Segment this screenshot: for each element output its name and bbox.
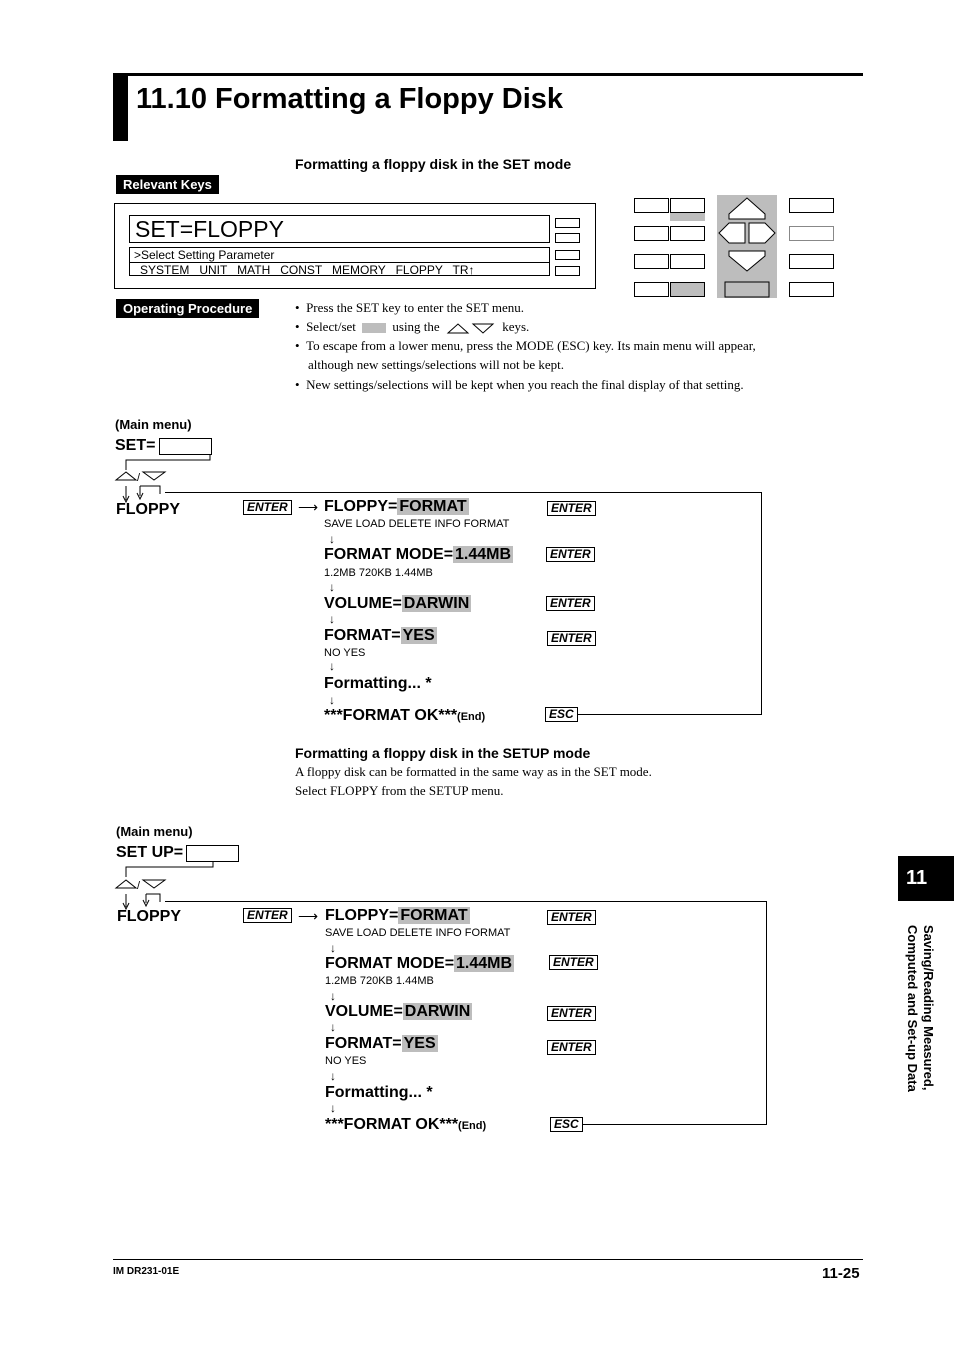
flow2-down-arrow-5: ↓ xyxy=(330,1101,336,1115)
flow1-step3-value: DARWIN xyxy=(403,595,470,612)
flow2-enter-4[interactable]: ENTER xyxy=(547,1006,596,1021)
flow1-step2-options: 1.2MB 720KB 1.44MB xyxy=(324,567,433,579)
flow2-arrow-right: ⟶ xyxy=(298,908,319,924)
side-caption-line-1: Saving/Reading Measured, xyxy=(921,925,936,1091)
flow1-enter-3[interactable]: ENTER xyxy=(546,547,595,562)
bullet-1-text: Press the SET key to enter the SET menu. xyxy=(306,300,525,315)
flow2-down-arrow-1: ↓ xyxy=(330,941,336,955)
flow2-step1-value: FORMAT xyxy=(400,907,468,924)
flow1-step1-label: FLOPPY= xyxy=(324,498,398,515)
display-main-text: SET=FLOPPY xyxy=(135,216,284,242)
flow2-step4-value: YES xyxy=(403,1035,436,1052)
bullet-2-pre: Select/set xyxy=(306,319,356,334)
flow2-step1 xyxy=(325,907,470,925)
flow1-step6-end: (End) xyxy=(457,711,486,723)
flow1-main-menu: (Main menu) xyxy=(115,417,192,432)
flow2-step4-options: NO YES xyxy=(325,1055,367,1067)
flow2-step6 xyxy=(325,1116,486,1134)
flow2-step6-end: (End) xyxy=(458,1120,487,1132)
flow1-step1-options: SAVE LOAD DELETE INFO FORMAT xyxy=(324,518,510,530)
footer-rule xyxy=(113,1259,863,1260)
flow1-set-label: SET= xyxy=(115,437,156,454)
flow1-enter-2[interactable]: ENTER xyxy=(547,501,596,516)
flow1-enter-1[interactable]: ENTER xyxy=(243,500,292,515)
flow2-step2-label: FORMAT MODE= xyxy=(325,955,455,972)
flow1-step4-options: NO YES xyxy=(324,647,366,659)
flow2-set-label: SET UP= xyxy=(116,844,184,861)
flow2-step2-options: 1.2MB 720KB 1.44MB xyxy=(325,975,434,987)
flow2-down-arrow-3: ↓ xyxy=(330,1020,336,1034)
flow2-step4 xyxy=(325,1035,438,1053)
flow1-down-arrow-2: ↓ xyxy=(329,580,335,594)
flow2-step4-label: FORMAT= xyxy=(325,1035,402,1052)
flow1-down-arrow-3: ↓ xyxy=(329,612,335,626)
bullet-3-text-a: To escape from a lower menu, press the MODE (ESC) key. Its main menu will appear, xyxy=(306,338,756,353)
svg-text:/: / xyxy=(137,472,141,484)
side-caption-line-2: Computed and Set-up Data xyxy=(905,925,920,1092)
flow2-connector xyxy=(110,860,220,915)
bullet-2-mid: using the xyxy=(392,319,440,334)
svg-text:/: / xyxy=(137,880,141,892)
flow1-step4-label: FORMAT= xyxy=(324,627,401,644)
bullet-4: • New settings/selections will be kept when you reach the final display of that setting. xyxy=(295,377,744,392)
flow2-enter-5[interactable]: ENTER xyxy=(547,1040,596,1055)
section2-text-2: Select FLOPPY from the SETUP menu. xyxy=(295,783,504,798)
flow1-step6-text: ***FORMAT OK*** xyxy=(324,707,458,724)
display-line2-text: SYSTEM UNIT MATH CONST MEMORY FLOPPY TR↑ xyxy=(140,263,475,277)
flow2-esc[interactable]: ESC xyxy=(550,1117,583,1132)
flow2-main-menu: (Main menu) xyxy=(116,824,193,839)
flow2-step3-value: DARWIN xyxy=(404,1003,471,1020)
section2-heading: Formatting a floppy disk in the SETUP mode xyxy=(295,745,591,761)
flow1-step1-value: FORMAT xyxy=(399,498,467,515)
flow2-step3 xyxy=(325,1003,472,1021)
relevant-keys-tag: Relevant Keys xyxy=(116,175,219,194)
flow2-bottom-line xyxy=(582,1124,767,1125)
side-caption xyxy=(897,925,937,1115)
bullet-2: • Select/set using the keys. xyxy=(295,319,530,334)
section2-text-1: A floppy disk can be formatted in the same way as in the SET mode. xyxy=(295,764,652,779)
flow2-step2 xyxy=(325,955,514,973)
flow1-down-arrow-1: ↓ xyxy=(329,532,335,546)
flow2-step5: Formatting... * xyxy=(325,1084,433,1101)
bullet-3: • To escape from a lower menu, press the MODE (ESC) key. Its main menu will appear, xyxy=(295,338,756,353)
flow2-step2-value: 1.44MB xyxy=(456,955,513,972)
chapter-tab[interactable] xyxy=(898,856,954,901)
flow1-floppy: FLOPPY xyxy=(116,501,181,518)
chapter-tab-number: 11 xyxy=(906,867,928,889)
flow2-step3-label: VOLUME= xyxy=(325,1003,403,1020)
flow2-step1-options: SAVE LOAD DELETE INFO FORMAT xyxy=(325,927,511,939)
flow2-step1-label: FLOPPY= xyxy=(325,907,399,924)
flow1-esc[interactable]: ESC xyxy=(545,707,578,722)
operating-procedure-tag: Operating Procedure xyxy=(116,299,259,318)
flow2-top-line xyxy=(165,901,766,902)
bullet-1: • Press the SET key to enter the SET menu. xyxy=(295,300,525,315)
flow1-step2-value: 1.44MB xyxy=(455,546,512,563)
section1-heading: Formatting a floppy disk in the SET mode xyxy=(295,156,572,172)
flow2-enter-1[interactable]: ENTER xyxy=(243,908,292,923)
flow1-step2-label: FORMAT MODE= xyxy=(324,546,454,563)
flow1-enter-4[interactable]: ENTER xyxy=(546,596,595,611)
footer-page-number: 11-25 xyxy=(822,1265,860,1282)
flow1-arrow-right: ⟶ xyxy=(298,499,319,515)
flow2-floppy: FLOPPY xyxy=(117,908,182,925)
flow1-step4-value: YES xyxy=(402,627,435,644)
flow1-step5: Formatting... * xyxy=(324,675,432,692)
flow2-down-arrow-4: ↓ xyxy=(330,1069,336,1083)
flow1-enter-5[interactable]: ENTER xyxy=(547,631,596,646)
bullet-2-post: keys. xyxy=(502,319,530,334)
flow1-down-arrow-5: ↓ xyxy=(329,693,335,707)
flow2-enter-3[interactable]: ENTER xyxy=(549,955,598,970)
footer-doc-id: IM DR231-01E xyxy=(113,1266,180,1277)
display-line1-text: >Select Setting Parameter xyxy=(134,248,275,262)
bullet-4-text: New settings/selections will be kept when you reach the final display of that setting. xyxy=(306,377,744,392)
flow2-right-line xyxy=(766,901,767,1125)
page-title: 11.10 Formatting a Floppy Disk xyxy=(136,83,564,115)
flow2-step6-text: ***FORMAT OK*** xyxy=(325,1116,459,1133)
flow2-down-arrow-2: ↓ xyxy=(330,989,336,1003)
flow1-step3-label: VOLUME= xyxy=(324,595,402,612)
flow1-down-arrow-4: ↓ xyxy=(329,659,335,673)
bullet-3-cont: although new settings/selections will not be kept. xyxy=(308,357,564,372)
flow2-enter-2[interactable]: ENTER xyxy=(547,910,596,925)
